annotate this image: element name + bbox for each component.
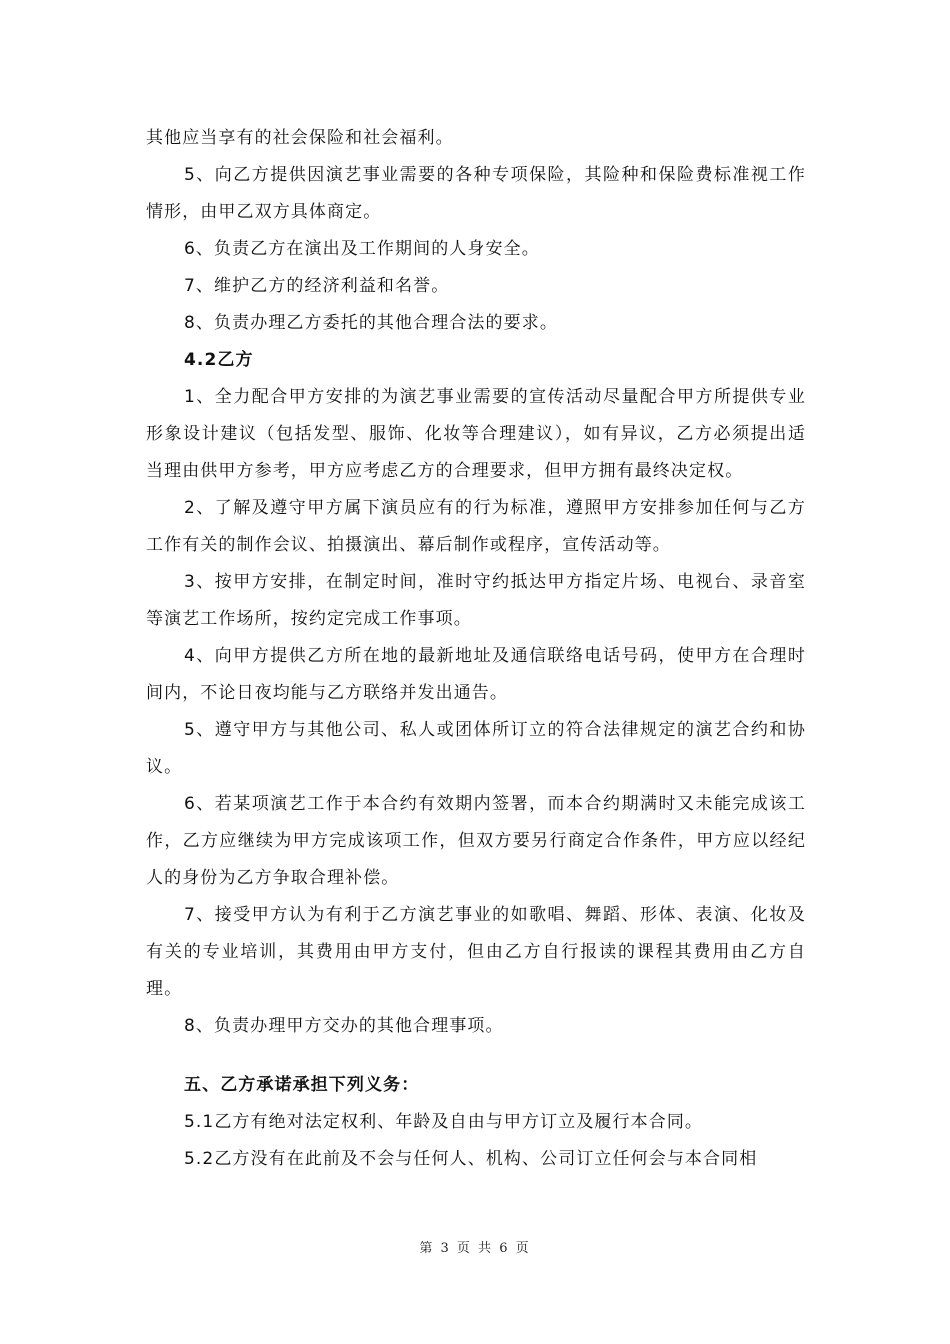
party-b-item-3: 3、按甲方安排，在制定时间，准时守约抵达甲方指定片场、电视台、录音室等演艺工作场所，按约定完成工作事项。	[146, 572, 806, 629]
section-5-heading: 五、乙方承诺承担下列义务：	[184, 1075, 420, 1095]
section-5-item-2: 5.2乙方没有在此前及不会与任何人、机构、公司订立任何会与本合同相	[184, 1149, 758, 1169]
party-b-item-2: 2、了解及遵守甲方属下演员应有的行为标准，遵照甲方安排参加任何与乙方工作有关的制作会议、拍摄演出、幕后制作或程序，宣传活动等。	[146, 498, 806, 555]
party-b-item-1: 1、全力配合甲方安排的为演艺事业需要的宣传活动尽量配合甲方所提供专业形象设计建议（包括发型、服饰、化妆等合理建议），如有异议，乙方必须提出适当理由供甲方参考，甲方应考虑乙方的合理要求，但甲方拥有最终决定权。	[146, 387, 806, 481]
party-a-item-5: 5、向乙方提供因演艺事业需要的各种专项保险，其险种和保险费标准视工作情形，由甲乙双方具体商定。	[146, 165, 806, 222]
party-a-item-7: 7、维护乙方的经济利益和名誉。	[184, 276, 450, 296]
party-b-item-7: 7、接受甲方认为有利于乙方演艺事业的如歌唱、舞蹈、形体、表演、化妆及有关的专业培训，其费用由甲方支付，但由乙方自行报读的课程其费用由乙方自理。	[146, 905, 806, 999]
party-b-item-8: 8、负责办理甲方交办的其他合理事项。	[184, 1016, 504, 1036]
party-a-item-6: 6、负责乙方在演出及工作期间的人身安全。	[184, 239, 540, 259]
party-b-item-4: 4、向甲方提供乙方所在地的最新地址及通信联络电话号码，使甲方在合理时间内，不论日夜均能与乙方联络并发出通告。	[146, 646, 806, 703]
party-b-item-6: 6、若某项演艺工作于本合约有效期内签署，而本合约期满时又未能完成该工作，乙方应继续为甲方完成该项工作，但双方要另行商定合作条件，甲方应以经纪人的身份为乙方争取合理补偿。	[146, 794, 806, 888]
paragraph-continuation: 其他应当享有的社会保险和社会福利。	[146, 128, 454, 148]
subheading-party-b: 4.2乙方	[184, 350, 254, 370]
party-b-item-5: 5、遵守甲方与其他公司、私人或团体所订立的符合法律规定的演艺合约和协议。	[146, 720, 806, 777]
section-5-item-1: 5.1乙方有绝对法定权利、年龄及自由与甲方订立及履行本合同。	[184, 1112, 704, 1132]
document-body	[146, 120, 806, 1178]
page-footer: 第 3 页 共 6 页	[419, 1241, 531, 1256]
party-a-item-8: 8、负责办理乙方委托的其他合理合法的要求。	[184, 313, 558, 333]
